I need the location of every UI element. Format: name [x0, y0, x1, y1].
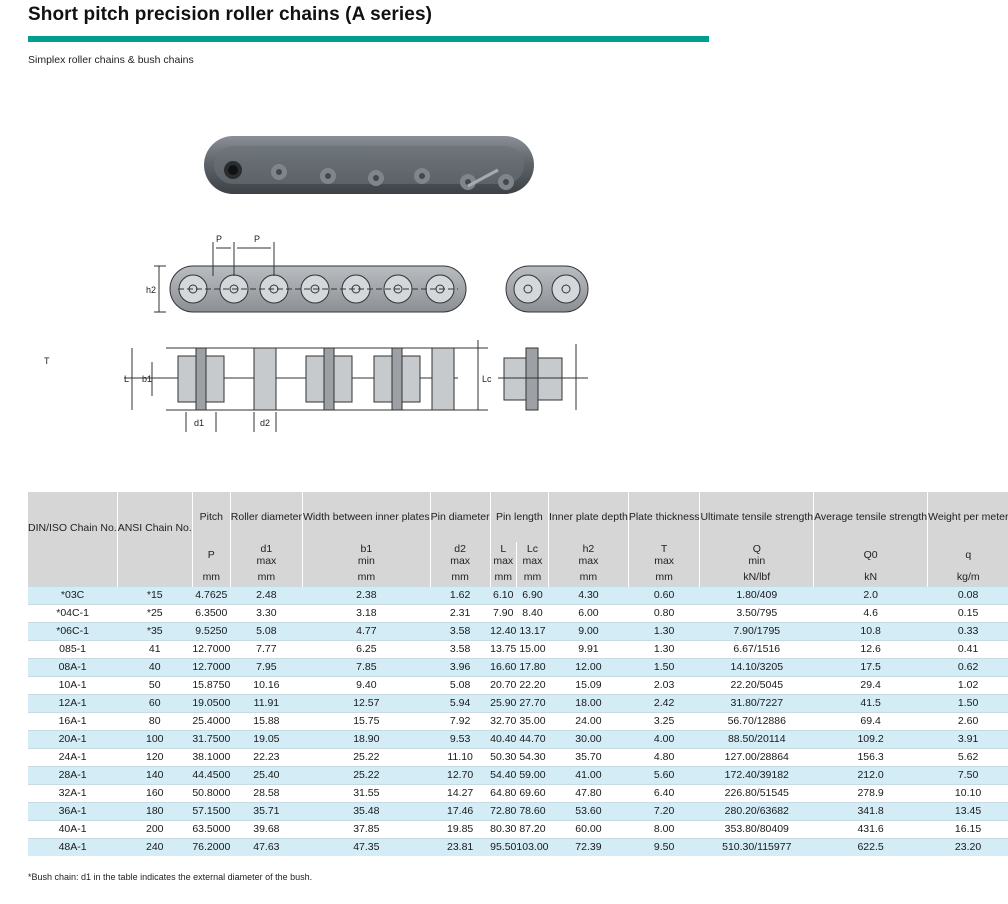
table-cell: 69.60: [516, 785, 548, 803]
label-d1: d1: [194, 418, 205, 428]
unit-cell: mm: [192, 568, 230, 587]
table-cell: 56.70/12886: [700, 713, 814, 731]
table-cell: 17.46: [430, 803, 490, 821]
header-plate-t: Plate thickness: [628, 492, 700, 542]
table-cell: 95.50: [490, 839, 516, 857]
table-cell: 12.40: [490, 623, 516, 641]
table-cell: 6.67/1516: [700, 641, 814, 659]
table-cell: 25.40: [230, 767, 302, 785]
spec-body: [28, 587, 1008, 857]
table-cell: 3.30: [230, 605, 302, 623]
header-avg: Average tensile strength: [814, 492, 928, 542]
table-cell: 5.94: [430, 695, 490, 713]
table-cell: 6.3500: [192, 605, 230, 623]
table-row: [28, 821, 1008, 839]
table-cell: 240: [117, 839, 192, 857]
table-cell: 12.7000: [192, 659, 230, 677]
table-cell: 353.80/80409: [700, 821, 814, 839]
table-cell: 18.00: [549, 695, 629, 713]
table-cell: 15.8750: [192, 677, 230, 695]
table-cell: 0.60: [628, 587, 700, 605]
label-lc: Lc: [482, 374, 492, 384]
table-cell: 1.30: [628, 641, 700, 659]
table-cell: 0.62: [928, 659, 1008, 677]
table-cell: 3.58: [430, 641, 490, 659]
table-cell: 72.80: [490, 803, 516, 821]
table-cell: 36A-1: [28, 803, 117, 821]
table-cell: 120: [117, 749, 192, 767]
table-cell: 53.60: [549, 803, 629, 821]
label-b1: b1: [142, 374, 153, 384]
label-d2: d2: [260, 418, 271, 428]
table-cell: 37.85: [303, 821, 431, 839]
table-cell: 156.3: [814, 749, 928, 767]
table-cell: 4.30: [549, 587, 629, 605]
table-cell: 22.20: [516, 677, 548, 695]
table-cell: 50.8000: [192, 785, 230, 803]
table-cell: 7.90: [490, 605, 516, 623]
table-cell: 38.1000: [192, 749, 230, 767]
table-cell: 1.02: [928, 677, 1008, 695]
table-row: [28, 659, 1008, 677]
table-cell: 7.95: [230, 659, 302, 677]
table-cell: 3.58: [430, 623, 490, 641]
table-cell: 35.70: [549, 749, 629, 767]
table-cell: 7.20: [628, 803, 700, 821]
table-cell: 140: [117, 767, 192, 785]
chain-photo: [204, 136, 534, 194]
table-cell: 80: [117, 713, 192, 731]
table-cell: 12.00: [549, 659, 629, 677]
table-cell: 54.30: [516, 749, 548, 767]
table-cell: 7.90/1795: [700, 623, 814, 641]
table-cell: 3.96: [430, 659, 490, 677]
table-cell: 48A-1: [28, 839, 117, 857]
table-cell: 6.00: [549, 605, 629, 623]
table-cell: 18.90: [303, 731, 431, 749]
table-cell: 10.16: [230, 677, 302, 695]
table-cell: 16A-1: [28, 713, 117, 731]
table-row: [28, 839, 1008, 857]
table-cell: 76.2000: [192, 839, 230, 857]
table-cell: 622.5: [814, 839, 928, 857]
table-cell: *06C-1: [28, 623, 117, 641]
unit-cell: kg/m: [928, 568, 1008, 587]
sym-l: L max: [490, 542, 516, 568]
table-cell: 1.30: [628, 623, 700, 641]
table-cell: 7.85: [303, 659, 431, 677]
table-cell: 200: [117, 821, 192, 839]
table-cell: 0.41: [928, 641, 1008, 659]
table-cell: 25.90: [490, 695, 516, 713]
table-cell: *35: [117, 623, 192, 641]
sym-d2: d2 max: [430, 542, 490, 568]
unit-cell: mm: [628, 568, 700, 587]
table-cell: *15: [117, 587, 192, 605]
table-row: [28, 731, 1008, 749]
table-cell: 1.62: [430, 587, 490, 605]
table-cell: 60: [117, 695, 192, 713]
table-cell: 17.5: [814, 659, 928, 677]
unit-cell: kN/lbf: [700, 568, 814, 587]
table-cell: 64.80: [490, 785, 516, 803]
unit-cell: mm: [516, 568, 548, 587]
table-cell: 280.20/63682: [700, 803, 814, 821]
chain-top-view: [154, 242, 588, 312]
page-subtitle: Simplex roller chains & bush chains: [28, 54, 194, 66]
table-cell: 12.6: [814, 641, 928, 659]
table-cell: 212.0: [814, 767, 928, 785]
sym-d1: d1 max: [230, 542, 302, 568]
table-cell: 2.03: [628, 677, 700, 695]
table-cell: 0.15: [928, 605, 1008, 623]
table-cell: 14.27: [430, 785, 490, 803]
table-cell: 15.00: [516, 641, 548, 659]
table-cell: 2.48: [230, 587, 302, 605]
table-cell: 6.25: [303, 641, 431, 659]
table-cell: 7.92: [430, 713, 490, 731]
unit-cell: kN: [814, 568, 928, 587]
table-cell: 22.20/5045: [700, 677, 814, 695]
table-cell: 5.08: [230, 623, 302, 641]
spec-table: [28, 492, 1008, 856]
table-cell: 54.40: [490, 767, 516, 785]
table-cell: 1.80/409: [700, 587, 814, 605]
table-cell: 160: [117, 785, 192, 803]
table-cell: 20A-1: [28, 731, 117, 749]
table-cell: 10.10: [928, 785, 1008, 803]
table-cell: 5.62: [928, 749, 1008, 767]
table-cell: 9.5250: [192, 623, 230, 641]
table-cell: 32.70: [490, 713, 516, 731]
table-row: [28, 623, 1008, 641]
table-cell: 10.8: [814, 623, 928, 641]
label-p-2: P: [254, 234, 261, 244]
table-cell: 341.8: [814, 803, 928, 821]
table-cell: 59.00: [516, 767, 548, 785]
sym-q0: Q0: [814, 542, 928, 568]
table-cell: 12.57: [303, 695, 431, 713]
table-cell: 3.91: [928, 731, 1008, 749]
table-cell: *03C: [28, 587, 117, 605]
table-row: [28, 749, 1008, 767]
table-cell: 3.25: [628, 713, 700, 731]
table-cell: 63.5000: [192, 821, 230, 839]
table-cell: 15.09: [549, 677, 629, 695]
table-cell: 1.50: [928, 695, 1008, 713]
sym-t: T max: [628, 542, 700, 568]
table-cell: 41.00: [549, 767, 629, 785]
header-inner-plate: Inner plate depth: [549, 492, 629, 542]
table-cell: 5.08: [430, 677, 490, 695]
table-cell: 35.00: [516, 713, 548, 731]
table-cell: 4.77: [303, 623, 431, 641]
table-cell: 19.0500: [192, 695, 230, 713]
header-pin-d: Pin diameter: [430, 492, 490, 542]
header-roller: Roller diameter: [230, 492, 302, 542]
table-cell: 78.60: [516, 803, 548, 821]
header-ansi: ANSI Chain No.: [117, 492, 192, 587]
table-cell: 40A-1: [28, 821, 117, 839]
table-cell: *25: [117, 605, 192, 623]
label-h2: h2: [146, 285, 157, 295]
table-row: [28, 713, 1008, 731]
table-cell: 127.00/28864: [700, 749, 814, 767]
header-pin-len: Pin length: [490, 492, 548, 542]
table-cell: 19.85: [430, 821, 490, 839]
table-cell: 2.38: [303, 587, 431, 605]
table-cell: 47.35: [303, 839, 431, 857]
table-cell: 40.40: [490, 731, 516, 749]
table-cell: 22.23: [230, 749, 302, 767]
table-cell: 5.60: [628, 767, 700, 785]
table-cell: 3.18: [303, 605, 431, 623]
table-cell: 0.33: [928, 623, 1008, 641]
table-cell: 28A-1: [28, 767, 117, 785]
table-cell: 44.4500: [192, 767, 230, 785]
header-din: DIN/ISO Chain No.: [28, 492, 117, 587]
table-cell: 41.5: [814, 695, 928, 713]
table-row: [28, 587, 1008, 605]
table-cell: 41: [117, 641, 192, 659]
sym-q: Q min: [700, 542, 814, 568]
sym-qw: q: [928, 542, 1008, 568]
table-cell: 32A-1: [28, 785, 117, 803]
label-l: L: [124, 374, 130, 384]
table-cell: 57.1500: [192, 803, 230, 821]
table-cell: 08A-1: [28, 659, 117, 677]
table-row: [28, 803, 1008, 821]
table-cell: 24A-1: [28, 749, 117, 767]
table-row: [28, 785, 1008, 803]
table-cell: 25.4000: [192, 713, 230, 731]
table-cell: 19.05: [230, 731, 302, 749]
table-cell: 40: [117, 659, 192, 677]
table-cell: 20.70: [490, 677, 516, 695]
sym-b1: b1 min: [303, 542, 431, 568]
table-cell: 14.10/3205: [700, 659, 814, 677]
table-row: [28, 695, 1008, 713]
header-weight: Weight per meter: [928, 492, 1008, 542]
table-cell: 12.70: [430, 767, 490, 785]
table-cell: 9.50: [628, 839, 700, 857]
table-cell: 0.80: [628, 605, 700, 623]
table-cell: 31.80/7227: [700, 695, 814, 713]
unit-cell: mm: [303, 568, 431, 587]
table-cell: 510.30/115977: [700, 839, 814, 857]
table-cell: 31.55: [303, 785, 431, 803]
table-cell: 7.77: [230, 641, 302, 659]
table-cell: 172.40/39182: [700, 767, 814, 785]
table-cell: 9.40: [303, 677, 431, 695]
unit-cell: mm: [230, 568, 302, 587]
table-cell: 27.70: [516, 695, 548, 713]
table-row: [28, 605, 1008, 623]
sym-h2: h2 max: [549, 542, 629, 568]
table-cell: 12A-1: [28, 695, 117, 713]
table-cell: 2.0: [814, 587, 928, 605]
table-cell: 11.10: [430, 749, 490, 767]
table-cell: 25.22: [303, 767, 431, 785]
table-cell: 30.00: [549, 731, 629, 749]
table-cell: 29.4: [814, 677, 928, 695]
title-rule: [28, 36, 709, 42]
table-cell: 23.81: [430, 839, 490, 857]
table-cell: 278.9: [814, 785, 928, 803]
table-cell: 47.80: [549, 785, 629, 803]
table-cell: 47.63: [230, 839, 302, 857]
table-cell: 13.45: [928, 803, 1008, 821]
table-cell: 10A-1: [28, 677, 117, 695]
table-cell: 9.00: [549, 623, 629, 641]
table-cell: 2.31: [430, 605, 490, 623]
table-cell: 25.22: [303, 749, 431, 767]
table-cell: 35.71: [230, 803, 302, 821]
label-t: T: [44, 356, 50, 366]
table-row: [28, 767, 1008, 785]
table-cell: 100: [117, 731, 192, 749]
table-cell: 3.50/795: [700, 605, 814, 623]
table-cell: 72.39: [549, 839, 629, 857]
table-cell: 15.75: [303, 713, 431, 731]
table-row: [28, 677, 1008, 695]
table-cell: 9.91: [549, 641, 629, 659]
table-cell: 24.00: [549, 713, 629, 731]
unit-cell: mm: [430, 568, 490, 587]
table-cell: 4.00: [628, 731, 700, 749]
table-cell: 13.75: [490, 641, 516, 659]
table-cell: 69.4: [814, 713, 928, 731]
table-cell: 23.20: [928, 839, 1008, 857]
table-cell: 35.48: [303, 803, 431, 821]
table-cell: 103.00: [516, 839, 548, 857]
table-cell: 13.17: [516, 623, 548, 641]
table-cell: 431.6: [814, 821, 928, 839]
table-cell: 2.60: [928, 713, 1008, 731]
unit-cell: mm: [549, 568, 629, 587]
table-cell: 80.30: [490, 821, 516, 839]
table-cell: 226.80/51545: [700, 785, 814, 803]
table-cell: 60.00: [549, 821, 629, 839]
table-cell: 8.00: [628, 821, 700, 839]
table-cell: 39.68: [230, 821, 302, 839]
table-cell: 15.88: [230, 713, 302, 731]
sym-lc: Lc max: [516, 542, 548, 568]
label-p-1: P: [216, 234, 223, 244]
table-cell: 50: [117, 677, 192, 695]
table-cell: 0.08: [928, 587, 1008, 605]
table-cell: 17.80: [516, 659, 548, 677]
table-cell: *04C-1: [28, 605, 117, 623]
table-cell: 88.50/20114: [700, 731, 814, 749]
header-uts: Ultimate tensile strength: [700, 492, 814, 542]
table-cell: 109.2: [814, 731, 928, 749]
table-cell: 4.7625: [192, 587, 230, 605]
table-cell: 7.50: [928, 767, 1008, 785]
unit-cell: mm: [490, 568, 516, 587]
table-cell: 1.50: [628, 659, 700, 677]
sym-p: P: [192, 542, 230, 568]
table-cell: 31.7500: [192, 731, 230, 749]
table-cell: 87.20: [516, 821, 548, 839]
table-cell: 16.15: [928, 821, 1008, 839]
page-title: Short pitch precision roller chains (A series): [28, 4, 433, 25]
chain-figure: [28, 126, 709, 456]
table-cell: 11.91: [230, 695, 302, 713]
table-row: [28, 641, 1008, 659]
table-cell: 6.10: [490, 587, 516, 605]
table-cell: 28.58: [230, 785, 302, 803]
header-width: Width between inner plates: [303, 492, 431, 542]
table-cell: 44.70: [516, 731, 548, 749]
table-cell: 085-1: [28, 641, 117, 659]
table-cell: 4.6: [814, 605, 928, 623]
table-cell: 4.80: [628, 749, 700, 767]
table-cell: 180: [117, 803, 192, 821]
table-cell: 50.30: [490, 749, 516, 767]
table-cell: 8.40: [516, 605, 548, 623]
table-cell: 6.40: [628, 785, 700, 803]
table-cell: 9.53: [430, 731, 490, 749]
footnote: *Bush chain: d1 in the table indicates the external diameter of the bush.: [28, 872, 313, 882]
table-cell: 16.60: [490, 659, 516, 677]
header-pitch: Pitch: [192, 492, 230, 542]
table-cell: 6.90: [516, 587, 548, 605]
table-cell: 12.7000: [192, 641, 230, 659]
table-cell: 2.42: [628, 695, 700, 713]
